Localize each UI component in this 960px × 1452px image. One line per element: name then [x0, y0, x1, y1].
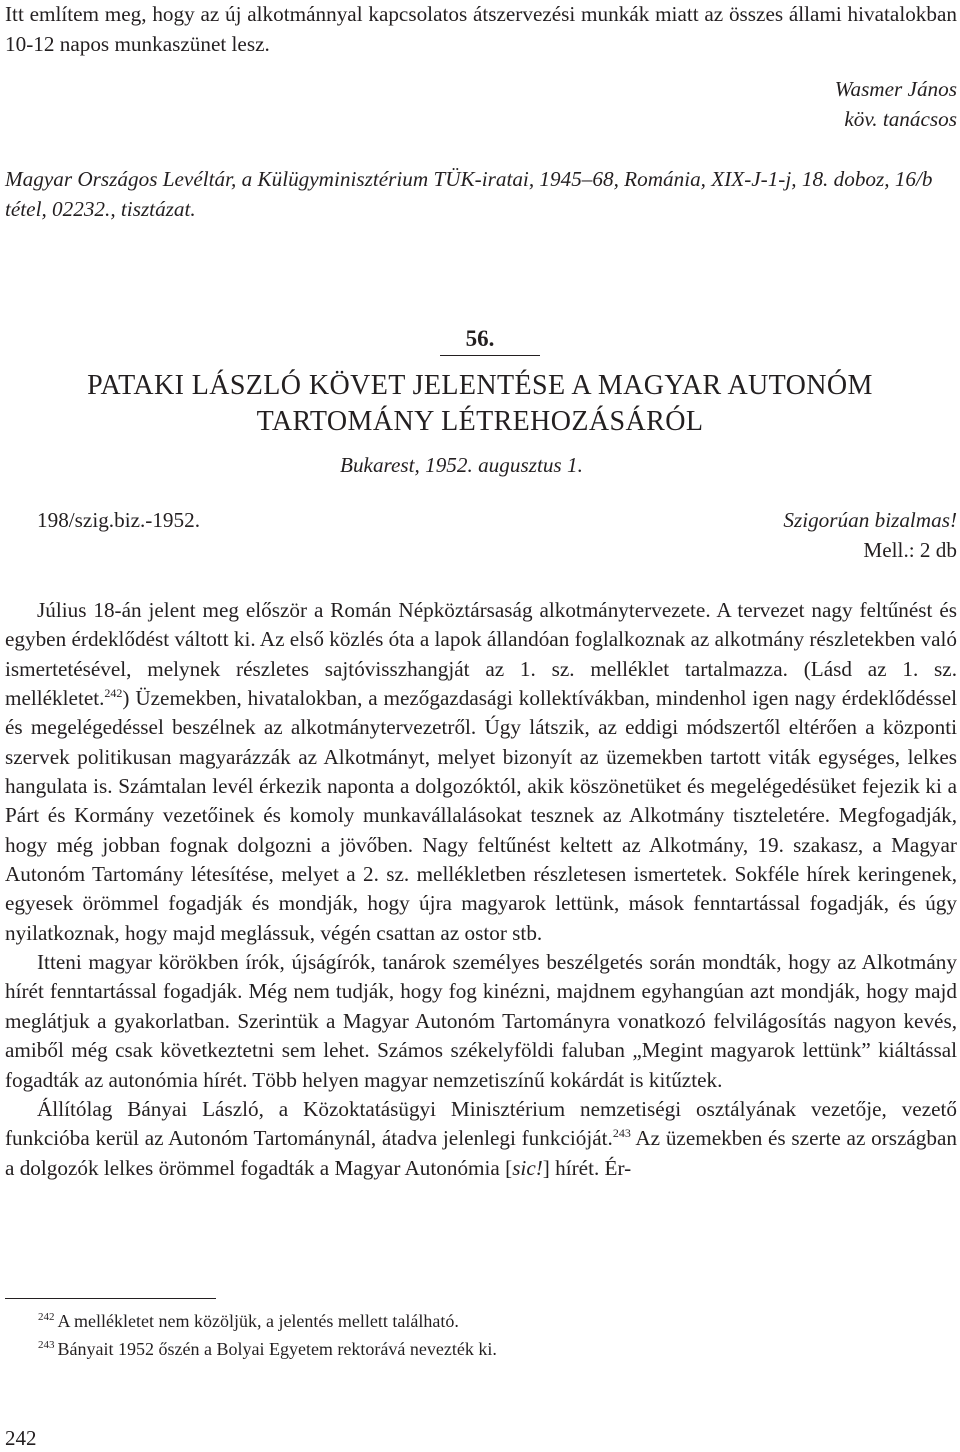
footnote-ref-242[interactable]: 242 — [104, 686, 123, 701]
attachments-count: Mell.: 2 db — [863, 537, 957, 562]
footnote-text: Bányait 1952 őszén a Bolyai Egyetem rektorává nevezték ki. — [57, 1339, 497, 1359]
document-title-line-2: TARTOMÁNY LÉTREHOZÁSÁRÓL — [256, 406, 704, 437]
body-paragraph-1-part-b: ) Üzemekben, hivatalokban, a mezőgazdasági kollektívákban, mindenhol igen nagy érdeklődéssel és megelégedéssel beszélnek az alkotmánytervezetről. Úgy látszik, az eddigi módszertől eltérően a központi szervek politikusan magyarázzák az Alkotmányt, melyet bizonyít az üzemekben tartott viták egységes, lelkes hangulata is. Számtalan levél érkezik naponta a dolgozóktól, akik köszönetüket és megelégedésüket fejezik ki a Párt és Kormány vezetőinek és komoly munkavállalásokat tesznek az Alkotmány tiszteletére. Megfogadják, hogy még jobban fognak dolgozni a jövőben. Nagy feltűnést keltett az Alkotmány, 19. szakasz, a Magyar Autonóm Tartomány létesítése, melyet a 2. sz. mellékletben részletesen ismertetek. Sokféle hírek keringenek, egyesek örömmel fogadják és mondják, hogy újra magyarok lettünk, mások fenntartással fogadják, és úgy nyilatkoznak, hogy majd meglássuk, végén csattan az ostor stb. — [5, 686, 957, 945]
document-number-rule — [440, 355, 540, 356]
footnotes — [38, 1307, 938, 1363]
footnote-number: 242 — [38, 1311, 55, 1323]
body-paragraph-3-part-a: Állítólag Bányai László, a Közoktatásügyi Minisztérium nemzetiségi osztályának vezetője, vezető funkcióba kerül az Autonóm Tartománynál, átadva jelenlegi funkcióját. — [5, 1096, 957, 1151]
report-body — [5, 596, 957, 1183]
footnote-242 — [38, 1307, 938, 1335]
footnote-separator — [5, 1298, 216, 1299]
body-paragraph-1 — [5, 596, 957, 948]
signature-title: köv. tanácsos — [844, 106, 957, 131]
body-paragraph-3 — [5, 1095, 957, 1183]
sic-mark: sic! — [512, 1155, 543, 1180]
document-title — [0, 368, 960, 440]
archival-source: Magyar Országos Levéltár, a Külügyminisztérium TÜK-iratai, 1945–68, Románia, XIX-J-1-j, 18. doboz, 16/b tétel, 02232., tisztázat. — [5, 167, 933, 221]
footnote-text: A mellékletet nem közöljük, a jelentés mellett található. — [57, 1311, 459, 1331]
footnote-ref-243[interactable]: 243 — [612, 1126, 631, 1141]
body-paragraph-3-part-c: ] hírét. Ér- — [542, 1155, 632, 1180]
body-paragraph-3-part-b: Az üzemekben és szerte az országban a dolgozók lelkes örömmel fogadták a Magyar Autonómia [ — [5, 1126, 957, 1180]
classification-block — [783, 506, 957, 565]
signature-name: Wasmer János — [834, 77, 957, 101]
footnote-number: 243 — [38, 1339, 55, 1351]
document-date: Bukarest, 1952. augusztus 1. — [340, 453, 583, 477]
signature-block — [835, 75, 957, 134]
body-paragraph-1-part-a: Július 18-án jelent meg először a Román Népköztársaság alkotmánytervezete. A tervezet nagy feltűnést és egyben érdeklődést váltott ki. Az első közlés óta a lapok állandóan foglalkoznak az alkotmány részletekben való ismertetésével, melynek részletes sajtóvisszhangját az 1. sz. melléklet tartalmazza. (Lásd az 1. sz. mellékletet. — [5, 598, 957, 711]
intro-paragraph: Itt említem meg, hogy az új alkotmánnyal kapcsolatos átszervezési munkák miatt az összes állami hivatalokban 10-12 napos munkaszünet lesz. — [5, 2, 957, 56]
reference-number: 198/szig.biz.-1952. — [37, 508, 201, 532]
document-title-line-1: PATAKI LÁSZLÓ KÖVET JELENTÉSE A MAGYAR AUTONÓM — [87, 370, 873, 401]
classification-label: Szigorúan bizalmas! — [783, 508, 957, 532]
page-number: 242 — [5, 1426, 37, 1450]
document-number: 56. — [465, 326, 495, 351]
body-paragraph-2: Itteni magyar körökben írók, újságírók, tanárok személyes beszélgetés során mondták, hogy az Alkotmány hírét fenntartással fogadják. Még nem tudják, hogy fog kinézni, majdnem egyhangúan azt mondják, hogy majd meglátjuk a gyakorlatban. Szerintük a Magyar Autonóm Tartományra vonatkozó felvilágosítás nagyon kevés, amiből még csak következtetni sem lehet. Számos székelyföldi faluban „Megint magyarok lettünk” kiáltással fogadták az autonómia hírét. Több helyen magyar nemzetiszínű kokárdát is kitűztek. — [5, 950, 957, 1092]
footnote-243 — [38, 1335, 938, 1363]
